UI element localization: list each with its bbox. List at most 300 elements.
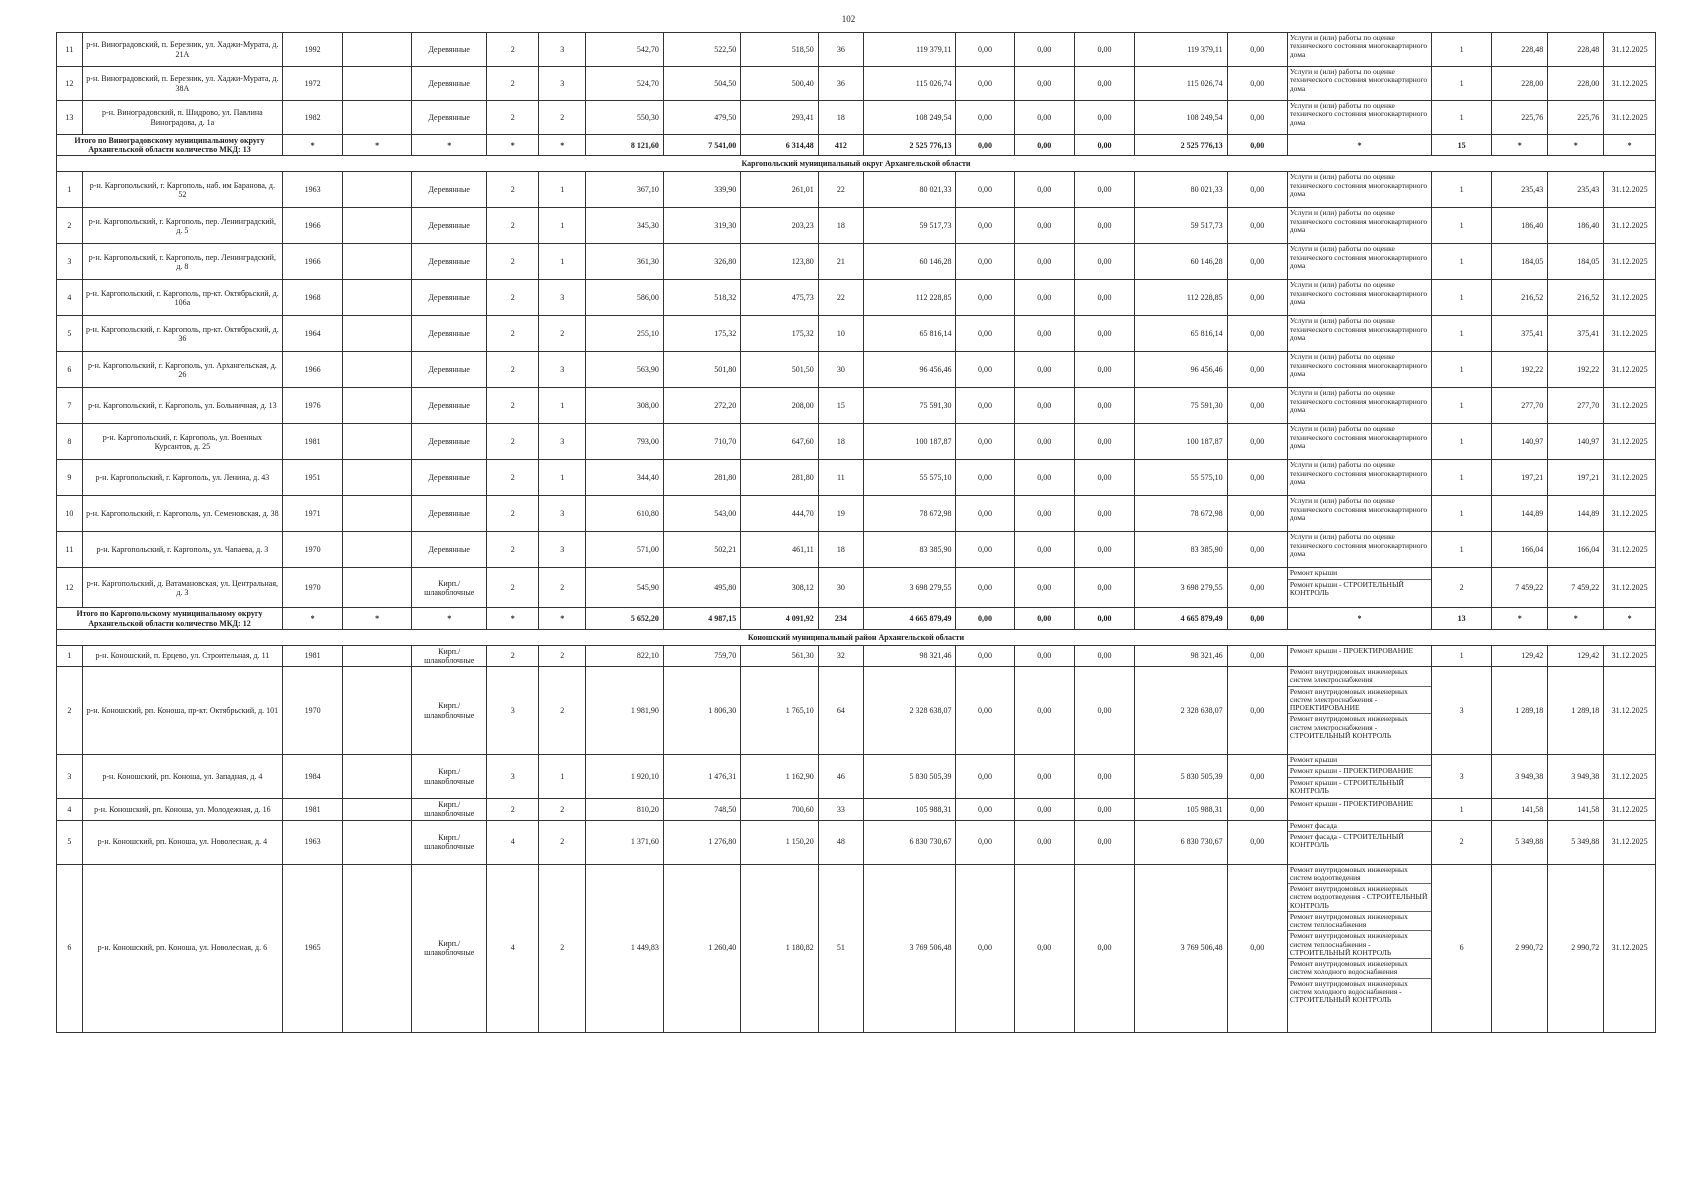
regional-funds: 0,00: [1014, 667, 1074, 755]
unit-cost: 166,04: [1492, 532, 1548, 568]
municipal-funds: 0,00: [1074, 280, 1134, 316]
unit-cost-limit: 186,40: [1548, 208, 1604, 244]
work-item: Ремонт внутридомовых инженерных систем электроснабжения: [1288, 667, 1431, 687]
entrances-count: 1: [539, 244, 586, 280]
other-funds: 0,00: [1227, 316, 1287, 352]
owner-funds: 83 385,90: [1135, 532, 1228, 568]
works-list: [1287, 316, 1431, 352]
federal-funds: 0,00: [956, 799, 1014, 820]
work-item: Ремонт крыши - ПРОЕКТИРОВАНИЕ: [1288, 766, 1431, 777]
municipal-funds: 0,00: [1074, 667, 1134, 755]
wall-material: Кирп./шлакоблочные: [412, 755, 487, 799]
row-number: 3: [57, 755, 83, 799]
works-count: 1: [1432, 460, 1492, 496]
reconstruction-year: [343, 172, 412, 208]
regional-funds: 0,00: [1014, 532, 1074, 568]
housing-repair-table: [56, 32, 1656, 1033]
total-area: 308,00: [586, 388, 663, 424]
page-number: 102: [841, 14, 856, 24]
completion-date: 31.12.2025: [1604, 33, 1656, 67]
residents-count: 22: [818, 280, 863, 316]
work-item: Услуги и (или) работы по оценке технического состояния многоквартирного дома: [1289, 67, 1428, 93]
table-row: [57, 280, 1656, 316]
work-item: Ремонт крыши - СТРОИТЕЛЬНЫЙ КОНТРОЛЬ: [1289, 777, 1404, 795]
regional-funds: 0,00: [1014, 388, 1074, 424]
regional-funds: 0,00: [1014, 352, 1074, 388]
table-row: [57, 33, 1656, 67]
reconstruction-year: [343, 460, 412, 496]
total-area: 1 981,90: [586, 667, 663, 755]
completion-date: 31.12.2025: [1604, 316, 1656, 352]
address: р-н. Коношский, п. Ерцево, ул. Строительная, д. 11: [82, 645, 282, 666]
floors-count: 2: [487, 532, 539, 568]
works-count: 1: [1432, 67, 1492, 101]
reconstruction-year: [343, 101, 412, 135]
residents-count: 15: [818, 388, 863, 424]
premises-area: 710,70: [663, 424, 740, 460]
work-item: Ремонт внутридомовых инженерных систем водоотведения: [1288, 865, 1431, 885]
municipal-funds: 0,00: [1074, 608, 1134, 629]
total-cost: 80 021,33: [863, 172, 956, 208]
residents-count: 18: [818, 532, 863, 568]
owner-funds: 65 816,14: [1135, 316, 1228, 352]
other-funds: 0,00: [1227, 388, 1287, 424]
total-area: 550,30: [586, 101, 663, 135]
row-number: 2: [57, 208, 83, 244]
entrances-count: 1: [539, 172, 586, 208]
works-list: [1287, 208, 1431, 244]
premises-area: 1 806,30: [663, 667, 740, 755]
works-count: 3: [1432, 755, 1492, 799]
total-cost: 83 385,90: [863, 532, 956, 568]
row-number: 9: [57, 460, 83, 496]
residents-count: 30: [818, 352, 863, 388]
row-number: 6: [57, 864, 83, 1032]
other-funds: 0,00: [1227, 460, 1287, 496]
wall-material: Деревянные: [412, 67, 487, 101]
unit-cost-limit: 141,58: [1548, 799, 1604, 820]
build-year: 1963: [282, 172, 342, 208]
premises-area: 522,50: [663, 33, 740, 67]
residential-area: 500,40: [741, 67, 818, 101]
total-cost: 108 249,54: [863, 101, 956, 135]
works-list: [1287, 388, 1431, 424]
address: р-н. Каргопольский, г. Каргополь, ул. Чапаева, д. 3: [82, 532, 282, 568]
premises-area: 495,80: [663, 568, 740, 608]
build-year: 1965: [282, 864, 342, 1032]
wall-material: Кирп./шлакоблочные: [412, 799, 487, 820]
completion-date: 31.12.2025: [1604, 208, 1656, 244]
residential-area: 123,80: [741, 244, 818, 280]
completion-date: 31.12.2025: [1604, 388, 1656, 424]
completion-date: 31.12.2025: [1604, 568, 1656, 608]
premises-area: 479,50: [663, 101, 740, 135]
regional-funds: 0,00: [1014, 172, 1074, 208]
owner-funds: 98 321,46: [1135, 645, 1228, 666]
entrances-count: 2: [539, 799, 586, 820]
total-cost: 75 591,30: [863, 388, 956, 424]
build-year: 1963: [282, 820, 342, 864]
other-funds: 0,00: [1227, 568, 1287, 608]
entrances-count: 2: [539, 316, 586, 352]
reconstruction-year: [343, 388, 412, 424]
owner-funds: 59 517,73: [1135, 208, 1228, 244]
floors-count: 2: [487, 496, 539, 532]
municipal-funds: 0,00: [1074, 101, 1134, 135]
table-row: [57, 67, 1656, 101]
works-list: [1287, 755, 1431, 799]
regional-funds: 0,00: [1014, 280, 1074, 316]
build-year: 1970: [282, 667, 342, 755]
total-area: 586,00: [586, 280, 663, 316]
works-list: [1287, 172, 1431, 208]
federal-funds: 0,00: [956, 496, 1014, 532]
premises-area: 518,32: [663, 280, 740, 316]
work-item: Ремонт внутридомовых инженерных систем электроснабжения - СТРОИТЕЛЬНЫЙ КОНТРОЛЬ: [1289, 714, 1408, 740]
wall-material: Деревянные: [412, 172, 487, 208]
premises-area: 504,50: [663, 67, 740, 101]
residential-area: 4 091,92: [741, 608, 818, 629]
residential-area: 175,32: [741, 316, 818, 352]
build-year: 1968: [282, 280, 342, 316]
row-number: 13: [57, 101, 83, 135]
address: р-н. Каргопольский, г. Каргополь, ул. Больничная, д. 13: [82, 388, 282, 424]
table-row: [57, 864, 1656, 1032]
unit-cost: 5 349,88: [1492, 820, 1548, 864]
works-count: 1: [1432, 645, 1492, 666]
total-star: *: [1604, 608, 1656, 629]
work-item: Ремонт крыши: [1288, 568, 1431, 579]
reconstruction-year: [343, 820, 412, 864]
unit-cost-limit: 140,97: [1548, 424, 1604, 460]
work-item: Услуги и (или) работы по оценке технического состояния многоквартирного дома: [1289, 532, 1428, 558]
owner-funds: 115 026,74: [1135, 67, 1228, 101]
federal-funds: 0,00: [956, 755, 1014, 799]
work-item: Ремонт внутридомовых инженерных систем электроснабжения - ПРОЕКТИРОВАНИЕ: [1288, 687, 1431, 715]
work-item: Услуги и (или) работы по оценке технического состояния многоквартирного дома: [1289, 424, 1428, 450]
entrances-count: 3: [539, 496, 586, 532]
residents-count: 18: [818, 424, 863, 460]
unit-cost: 7 459,22: [1492, 568, 1548, 608]
residential-area: 203,23: [741, 208, 818, 244]
row-number: 4: [57, 799, 83, 820]
premises-area: 748,50: [663, 799, 740, 820]
entrances-count: 2: [539, 645, 586, 666]
municipal-funds: 0,00: [1074, 532, 1134, 568]
completion-date: 31.12.2025: [1604, 460, 1656, 496]
works-list: [1287, 460, 1431, 496]
work-item: Услуги и (или) работы по оценке технического состояния многоквартирного дома: [1289, 388, 1428, 414]
total-area: 524,70: [586, 67, 663, 101]
table-row: [57, 388, 1656, 424]
works-list: [1287, 244, 1431, 280]
reconstruction-year: [343, 568, 412, 608]
floors-count: 2: [487, 460, 539, 496]
completion-date: 31.12.2025: [1604, 352, 1656, 388]
works-count: 2: [1432, 568, 1492, 608]
federal-funds: 0,00: [956, 820, 1014, 864]
total-area: 545,90: [586, 568, 663, 608]
work-item: Ремонт внутридомовых инженерных систем холодного водоснабжения - СТРОИТЕЛЬНЫЙ КОНТРОЛЬ: [1289, 978, 1408, 1004]
regional-funds: 0,00: [1014, 208, 1074, 244]
build-year: 1966: [282, 244, 342, 280]
municipal-funds: 0,00: [1074, 172, 1134, 208]
regional-funds: 0,00: [1014, 244, 1074, 280]
work-item: Ремонт фасада - СТРОИТЕЛЬНЫЙ КОНТРОЛЬ: [1289, 831, 1404, 849]
federal-funds: 0,00: [956, 101, 1014, 135]
works-list: [1287, 799, 1431, 820]
works-list: [1287, 101, 1431, 135]
work-item: Услуги и (или) работы по оценке технического состояния многоквартирного дома: [1289, 101, 1428, 127]
total-cost: 5 830 505,39: [863, 755, 956, 799]
entrances-count: 3: [539, 532, 586, 568]
other-funds: 0,00: [1227, 172, 1287, 208]
work-item: Ремонт фасада: [1288, 821, 1431, 832]
work-item: Услуги и (или) работы по оценке технического состояния многоквартирного дома: [1289, 460, 1428, 486]
federal-funds: 0,00: [956, 667, 1014, 755]
table-row: [57, 424, 1656, 460]
residential-area: 501,50: [741, 352, 818, 388]
regional-funds: 0,00: [1014, 568, 1074, 608]
other-funds: 0,00: [1227, 755, 1287, 799]
total-area: 8 121,60: [586, 135, 663, 156]
federal-funds: 0,00: [956, 33, 1014, 67]
wall-material: Деревянные: [412, 316, 487, 352]
row-number: 5: [57, 820, 83, 864]
other-funds: 0,00: [1227, 532, 1287, 568]
other-funds: 0,00: [1227, 820, 1287, 864]
total-star: *: [487, 608, 539, 629]
regional-funds: 0,00: [1014, 820, 1074, 864]
total-star: *: [343, 608, 412, 629]
residential-area: 208,00: [741, 388, 818, 424]
municipal-funds: 0,00: [1074, 135, 1134, 156]
premises-area: 339,90: [663, 172, 740, 208]
total-label: Итого по Виноградовскому муниципальному округу Архангельской области количество МКД: 13: [57, 135, 283, 156]
works-count: 1: [1432, 101, 1492, 135]
section-header-row: [57, 156, 1656, 172]
municipal-funds: 0,00: [1074, 568, 1134, 608]
work-item: Ремонт крыши - ПРОЕКТИРОВАНИЕ: [1289, 799, 1414, 809]
total-star: *: [539, 135, 586, 156]
regional-funds: 0,00: [1014, 799, 1074, 820]
federal-funds: 0,00: [956, 608, 1014, 629]
works-count: 1: [1432, 388, 1492, 424]
regional-funds: 0,00: [1014, 460, 1074, 496]
works-list: [1287, 532, 1431, 568]
federal-funds: 0,00: [956, 352, 1014, 388]
unit-cost: 141,58: [1492, 799, 1548, 820]
unit-cost: 197,21: [1492, 460, 1548, 496]
reconstruction-year: [343, 645, 412, 666]
owner-funds: 5 830 505,39: [1135, 755, 1228, 799]
wall-material: Деревянные: [412, 244, 487, 280]
work-item: Ремонт внутридомовых инженерных систем теплоснабжения - СТРОИТЕЛЬНЫЙ КОНТРОЛЬ: [1288, 931, 1431, 959]
municipal-funds: 0,00: [1074, 33, 1134, 67]
row-number: 10: [57, 496, 83, 532]
municipal-funds: 0,00: [1074, 820, 1134, 864]
table-row: [57, 532, 1656, 568]
completion-date: 31.12.2025: [1604, 820, 1656, 864]
completion-date: 31.12.2025: [1604, 172, 1656, 208]
table-row: [57, 667, 1656, 755]
address: р-н. Каргопольский, г. Каргополь, ул. Архангельская, д. 26: [82, 352, 282, 388]
municipal-funds: 0,00: [1074, 352, 1134, 388]
total-cost: 65 816,14: [863, 316, 956, 352]
unit-cost: 144,89: [1492, 496, 1548, 532]
works-count: 1: [1432, 352, 1492, 388]
premises-area: 175,32: [663, 316, 740, 352]
section-title: Каргопольский муниципальный округ Архангельской области: [57, 156, 1656, 172]
residential-area: 6 314,48: [741, 135, 818, 156]
residents-count: 234: [818, 608, 863, 629]
work-item: Ремонт внутридомовых инженерных систем холодного водоснабжения: [1288, 959, 1431, 979]
row-number: 11: [57, 33, 83, 67]
work-item: Ремонт крыши: [1288, 755, 1431, 766]
build-year: 1976: [282, 388, 342, 424]
unit-cost: 2 990,72: [1492, 864, 1548, 1032]
regional-funds: 0,00: [1014, 135, 1074, 156]
works-count: 1: [1432, 208, 1492, 244]
reconstruction-year: [343, 352, 412, 388]
premises-area: 319,30: [663, 208, 740, 244]
unit-cost: 184,05: [1492, 244, 1548, 280]
floors-count: 2: [487, 244, 539, 280]
entrances-count: 3: [539, 424, 586, 460]
completion-date: 31.12.2025: [1604, 645, 1656, 666]
federal-funds: 0,00: [956, 532, 1014, 568]
unit-cost-limit: 375,41: [1548, 316, 1604, 352]
table-row: [57, 244, 1656, 280]
completion-date: 31.12.2025: [1604, 799, 1656, 820]
unit-cost-limit: 5 349,88: [1548, 820, 1604, 864]
federal-funds: 0,00: [956, 645, 1014, 666]
unit-cost-limit: 144,89: [1548, 496, 1604, 532]
work-item: Ремонт крыши - ПРОЕКТИРОВАНИЕ: [1289, 645, 1414, 655]
row-number: 3: [57, 244, 83, 280]
floors-count: 2: [487, 424, 539, 460]
completion-date: 31.12.2025: [1604, 755, 1656, 799]
entrances-count: 2: [539, 568, 586, 608]
unit-cost: 235,43: [1492, 172, 1548, 208]
owner-funds: 6 830 730,67: [1135, 820, 1228, 864]
municipal-funds: 0,00: [1074, 208, 1134, 244]
unit-cost: 228,48: [1492, 33, 1548, 67]
residents-count: 46: [818, 755, 863, 799]
unit-cost-limit: 216,52: [1548, 280, 1604, 316]
completion-date: 31.12.2025: [1604, 244, 1656, 280]
completion-date: 31.12.2025: [1604, 67, 1656, 101]
row-number: 1: [57, 172, 83, 208]
reconstruction-year: [343, 280, 412, 316]
reconstruction-year: [343, 244, 412, 280]
owner-funds: 112 228,85: [1135, 280, 1228, 316]
residents-count: 36: [818, 33, 863, 67]
owner-funds: 4 665 879,49: [1135, 608, 1228, 629]
residents-count: 412: [818, 135, 863, 156]
federal-funds: 0,00: [956, 460, 1014, 496]
wall-material: Деревянные: [412, 388, 487, 424]
regional-funds: 0,00: [1014, 101, 1074, 135]
total-cost: 119 379,11: [863, 33, 956, 67]
total-star: *: [282, 135, 342, 156]
floors-count: 3: [487, 755, 539, 799]
residents-count: 18: [818, 101, 863, 135]
wall-material: Кирп./шлакоблочные: [412, 667, 487, 755]
total-cost: 78 672,98: [863, 496, 956, 532]
works-list: [1287, 864, 1431, 1032]
wall-material: Деревянные: [412, 208, 487, 244]
municipal-funds: 0,00: [1074, 496, 1134, 532]
total-star: *: [343, 135, 412, 156]
reconstruction-year: [343, 667, 412, 755]
entrances-count: 2: [539, 101, 586, 135]
municipal-funds: 0,00: [1074, 316, 1134, 352]
reconstruction-year: [343, 755, 412, 799]
table-row: [57, 755, 1656, 799]
total-area: 344,40: [586, 460, 663, 496]
works-list: [1287, 820, 1431, 864]
federal-funds: 0,00: [956, 280, 1014, 316]
residential-area: 561,30: [741, 645, 818, 666]
residential-area: 308,12: [741, 568, 818, 608]
address: р-н. Коношский, рп. Коноша, ул. Молодежная, д. 16: [82, 799, 282, 820]
regional-funds: 0,00: [1014, 755, 1074, 799]
works-count: 1: [1432, 532, 1492, 568]
completion-date: 31.12.2025: [1604, 101, 1656, 135]
total-cost: 98 321,46: [863, 645, 956, 666]
municipal-funds: 0,00: [1074, 799, 1134, 820]
total-star: *: [1548, 608, 1604, 629]
work-item: Ремонт крыши - СТРОИТЕЛЬНЫЙ КОНТРОЛЬ: [1289, 579, 1404, 597]
wall-material: Кирп./шлакоблочные: [412, 568, 487, 608]
total-area: 822,10: [586, 645, 663, 666]
residents-count: 30: [818, 568, 863, 608]
total-cost: 2 525 776,13: [863, 135, 956, 156]
owner-funds: 3 769 506,48: [1135, 864, 1228, 1032]
owner-funds: 100 187,87: [1135, 424, 1228, 460]
residents-count: 32: [818, 645, 863, 666]
regional-funds: 0,00: [1014, 67, 1074, 101]
floors-count: 3: [487, 667, 539, 755]
owner-funds: 3 698 279,55: [1135, 568, 1228, 608]
municipal-funds: 0,00: [1074, 424, 1134, 460]
residential-area: 518,50: [741, 33, 818, 67]
floors-count: 2: [487, 67, 539, 101]
total-star: *: [1492, 608, 1548, 629]
residents-count: 11: [818, 460, 863, 496]
table-row: [57, 799, 1656, 820]
row-number: 2: [57, 667, 83, 755]
total-area: 1 371,60: [586, 820, 663, 864]
total-star: *: [1492, 135, 1548, 156]
owner-funds: 80 021,33: [1135, 172, 1228, 208]
entrances-count: 2: [539, 864, 586, 1032]
total-cost: 55 575,10: [863, 460, 956, 496]
address: р-н. Коношский, рп. Коноша, пр-кт. Октябрьский, д. 101: [82, 667, 282, 755]
other-funds: 0,00: [1227, 244, 1287, 280]
regional-funds: 0,00: [1014, 316, 1074, 352]
address: р-н. Каргопольский, г. Каргополь, пер. Ленинградский, д. 8: [82, 244, 282, 280]
unit-cost: 140,97: [1492, 424, 1548, 460]
other-funds: 0,00: [1227, 496, 1287, 532]
unit-cost: 225,76: [1492, 101, 1548, 135]
residents-count: 10: [818, 316, 863, 352]
wall-material: Деревянные: [412, 101, 487, 135]
federal-funds: 0,00: [956, 568, 1014, 608]
unit-cost-limit: 228,00: [1548, 67, 1604, 101]
reconstruction-year: [343, 208, 412, 244]
